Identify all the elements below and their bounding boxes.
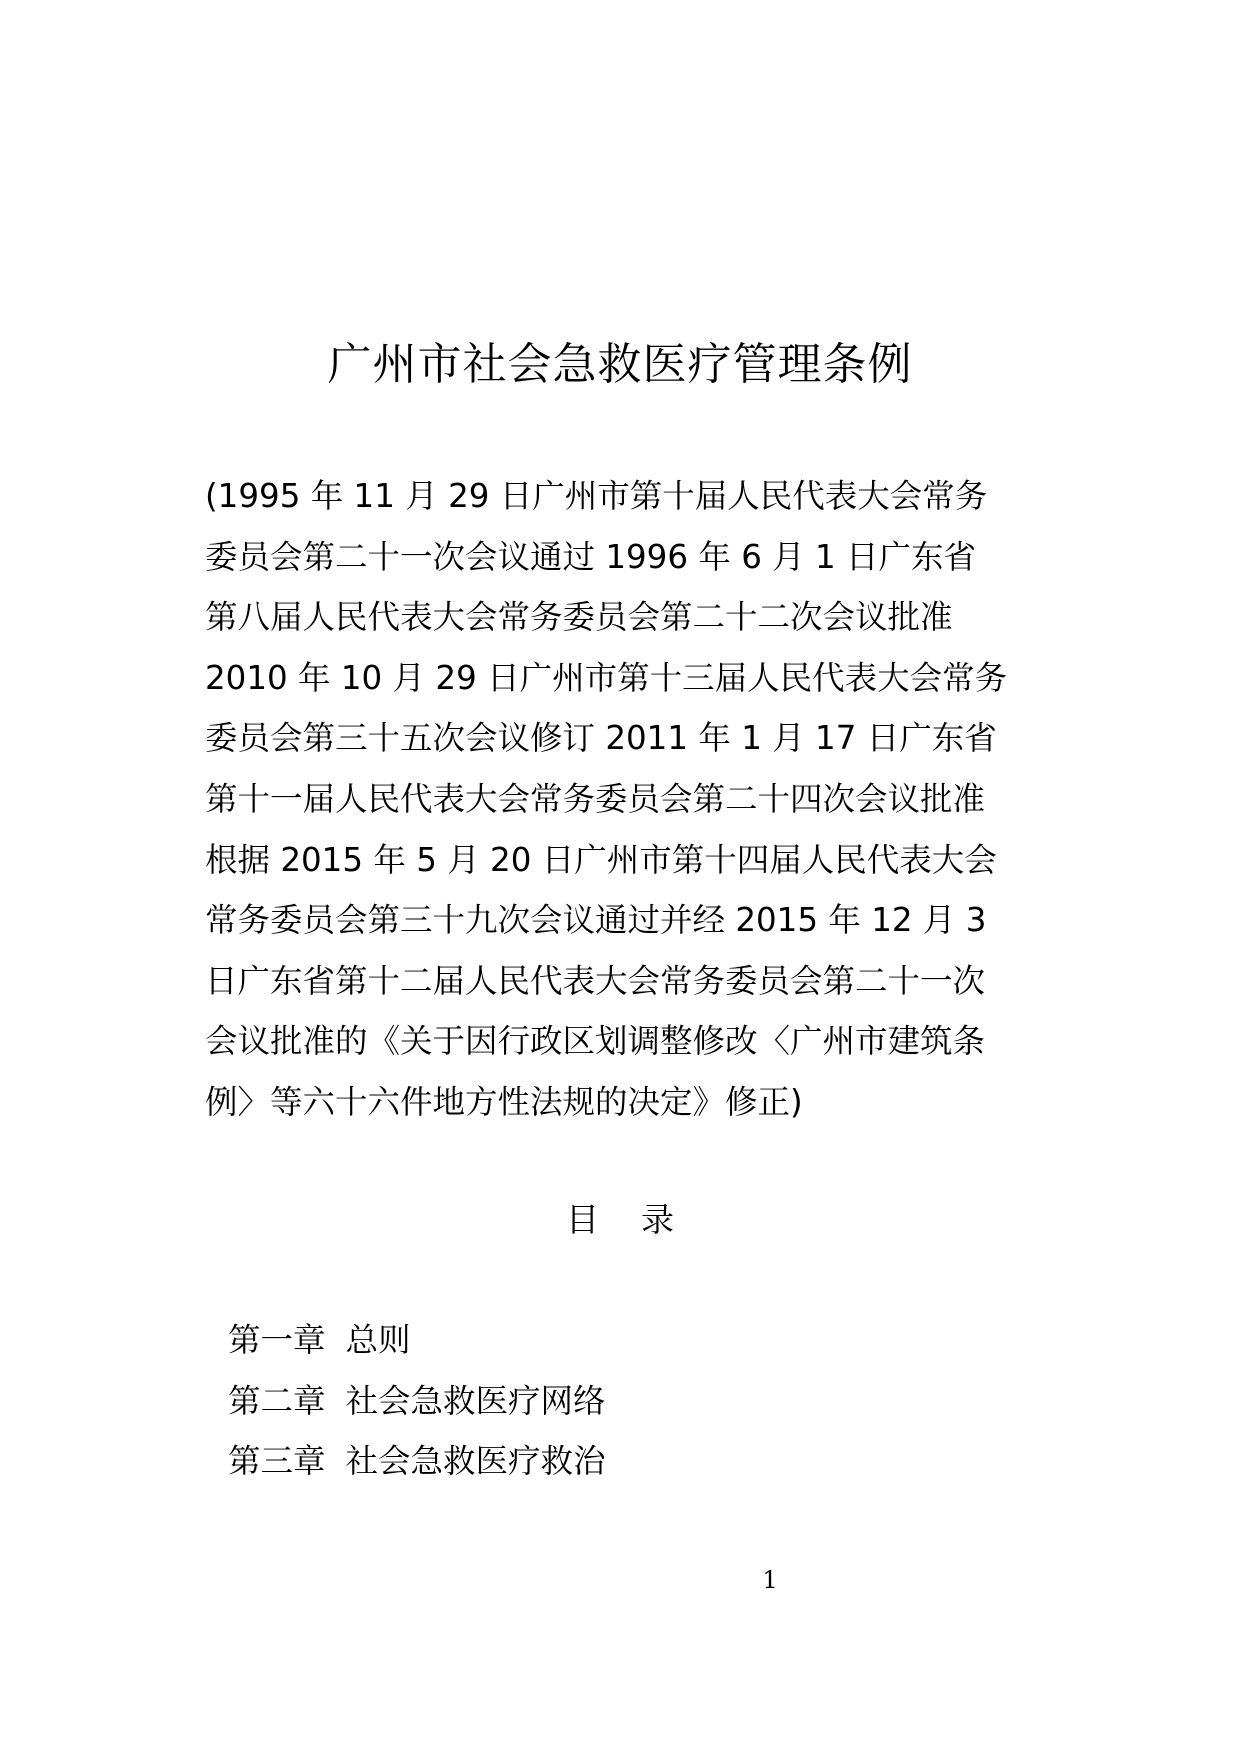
preamble-line: 2010 年 10 月 29 日广州市第十三届人民代表大会常务	[205, 658, 1008, 697]
toc-chapter-title: 社会急救医疗网络	[345, 1381, 606, 1420]
toc-chapter-title: 社会急救医疗救治	[345, 1442, 606, 1480]
toc-chapter-number: 第二章	[228, 1381, 326, 1420]
toc-chapter-number: 第三章	[228, 1442, 326, 1480]
toc-item-chapter-3	[228, 1431, 606, 1492]
preamble-line: 第十一届人民代表大会常务委员会第二十四次会议批准	[205, 779, 986, 818]
toc-chapter-number: 第一章	[228, 1321, 326, 1359]
preamble-line: 日广东省第十二届人民代表大会常务委员会第二十一次	[205, 961, 986, 1000]
preamble-line: 委员会第二十一次会议通过 1996 年 6 月 1 日广东省	[205, 537, 977, 576]
preamble-line: 例〉等六十六件地方性法规的决定》修正)	[205, 1082, 803, 1121]
preamble-line: (1995 年 11 月 29 日广州市第十届人民代表大会常务	[205, 477, 988, 515]
preamble-line: 会议批准的《关于因行政区划调整修改〈广州市建筑条	[205, 1022, 986, 1061]
preamble-line: 第八届人民代表大会常务委员会第二十二次会议批准	[205, 598, 953, 637]
toc-item-chapter-1	[228, 1310, 606, 1371]
page-number: 1	[762, 1566, 778, 1594]
toc-item-chapter-2	[228, 1371, 606, 1432]
preamble	[205, 466, 1027, 1133]
preamble-line: 常务委员会第三十九次会议通过并经 2015 年 12 月 3	[205, 901, 987, 940]
toc-chapter-title: 总则	[345, 1321, 411, 1359]
page-title: 广州市社会急救医疗管理条例	[327, 339, 913, 390]
preamble-line: 根据 2015 年 5 月 20 日广州市第十四届人民代表大会	[205, 840, 997, 879]
toc-heading: 目 录	[566, 1200, 674, 1239]
preamble-line: 委员会第三十五次会议修订 2011 年 1 月 17 日广东省	[205, 719, 997, 758]
table-of-contents	[228, 1310, 606, 1492]
